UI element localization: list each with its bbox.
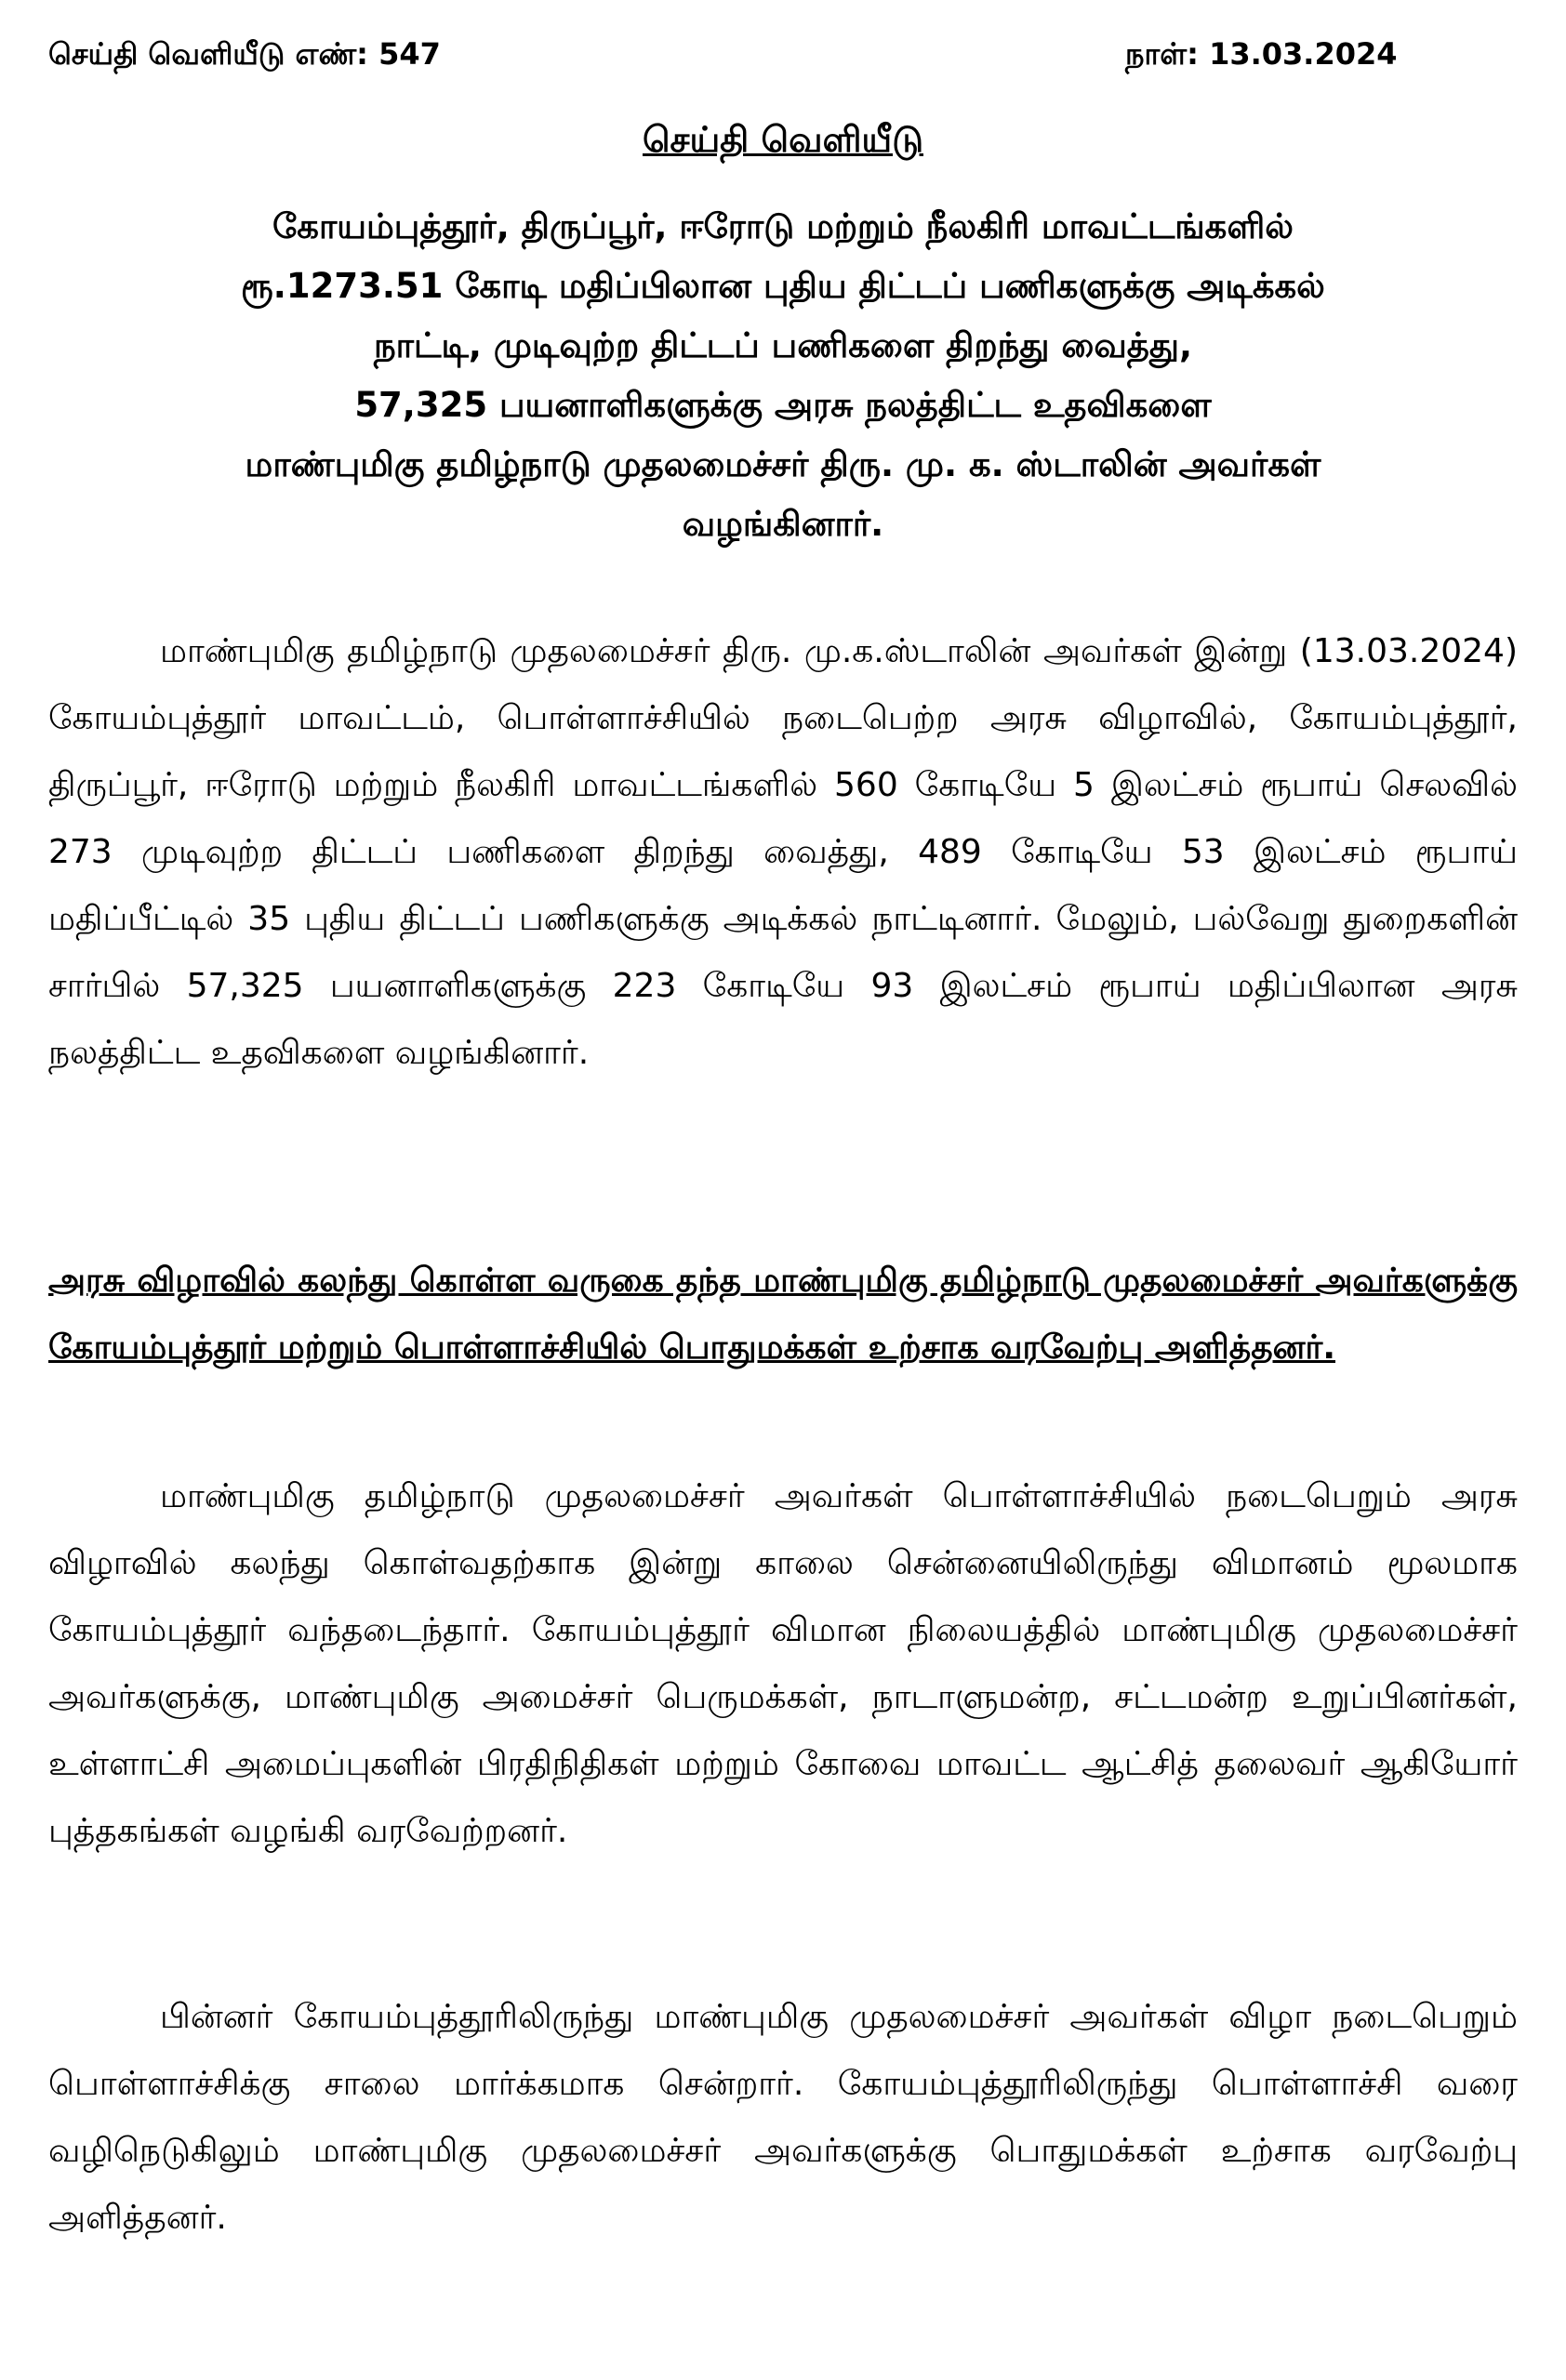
release-date: நாள்: 13.03.2024 [1125, 36, 1398, 72]
paragraph-inauguration: மாண்புமிகு தமிழ்நாடு முதலமைச்சர் திரு. மு.க.ஸ்டாலின் அவர்கள் இன்று (13.03.2024) கோயம்புத்தூர் மாவட்டம், பொள்ளாச்சியில் நடைபெற்ற அரசு விழாவில், கோயம்புத்தூர், திருப்பூர், ஈரோடு மற்றும் நீலகிரி மாவட்டங்களில் 560 கோடியே 5 இலட்சம் ரூபாய் செலவில் 273 முடிவுற்ற திட்டப் பணிகளை திறந்து வைத்து, 489 கோடியே 53 இலட்சம் ரூபாய் மதிப்பீட்டில் 35 புதிய திட்டப் பணிகளுக்கு அடிக்கல் நாட்டினார். மேலும், பல்வேறு துறைகளின் சார்பில் 57,325 பயனாளிகளுக்கு 223 கோடியே 93 இலட்சம் ரூபாய் மதிப்பிலான அரசு நலத்திட்ட உதவிகளை வழங்கினார். [48, 632, 1518, 1072]
section-subheading: அரசு விழாவில் கலந்து கொள்ள வருகை தந்த மாண்புமிகு தமிழ்நாடு முதலமைச்சர் அவர்களுக்கு கோயம்புத்தூர் மற்றும் பொள்ளாச்சியில் பொதுமக்கள் உற்சாக வரவேற்பு அளித்தனர். [48, 1262, 1518, 1367]
headline-line: ரூ.1273.51 கோடி மதிப்பிலான புதிய திட்டப் பணிகளுக்கு அடிக்கல் [241, 266, 1325, 306]
headline-line: கோயம்புத்தூர், திருப்பூர், ஈரோடு மற்றும் நீலகிரி மாவட்டங்களில் [272, 206, 1294, 246]
release-number: செய்தி வெளியீடு எண்: 547 [48, 36, 441, 72]
document-title: செய்தி வெளியீடு [642, 119, 923, 160]
paragraph-road-welcome: பின்னர் கோயம்புத்தூரிலிருந்து மாண்புமிகு முதலமைச்சர் அவர்கள் விழா நடைபெறும் பொள்ளாச்சிக்கு சாலை மார்க்கமாக சென்றார். கோயம்புத்தூரிலிருந்து பொள்ளாச்சி வரை வழிநெடுகிலும் மாண்புமிகு முதலமைச்சர் அவர்களுக்கு பொதுமக்கள் உற்சாக வரவேற்பு அளித்தனர். [48, 1998, 1518, 2237]
paragraph-airport-welcome: மாண்புமிகு தமிழ்நாடு முதலமைச்சர் அவர்கள் பொள்ளாச்சியில் நடைபெறும் அரசு விழாவில் கலந்து கொள்வதற்காக இன்று காலை சென்னையிலிருந்து விமானம் மூலமாக கோயம்புத்தூர் வந்தடைந்தார். கோயம்புத்தூர் விமான நிலையத்தில் மாண்புமிகு முதலமைச்சர் அவர்களுக்கு, மாண்புமிகு அமைச்சர் பெருமக்கள், நாடாளுமன்ற, சட்டமன்ற உறுப்பினர்கள், உள்ளாட்சி அமைப்புகளின் பிரதிநிதிகள் மற்றும் கோவை மாவட்ட ஆட்சித் தலைவர் ஆகியோர் புத்தகங்கள் வழங்கி வரவேற்றனர். [48, 1477, 1518, 1850]
headline [56, 197, 1510, 554]
headline-line: நாட்டி, முடிவுற்ற திட்டப் பணிகளை திறந்து வைத்து, [373, 325, 1193, 365]
headline-line: வழங்கினார். [682, 504, 884, 544]
headline-line: 57,325 பயனாளிகளுக்கு அரசு நலத்திட்ட உதவிகளை [354, 385, 1212, 425]
headline-line: மாண்புமிகு தமிழ்நாடு முதலமைச்சர் திரு. மு. க. ஸ்டாலின் அவர்கள் [245, 444, 1321, 484]
